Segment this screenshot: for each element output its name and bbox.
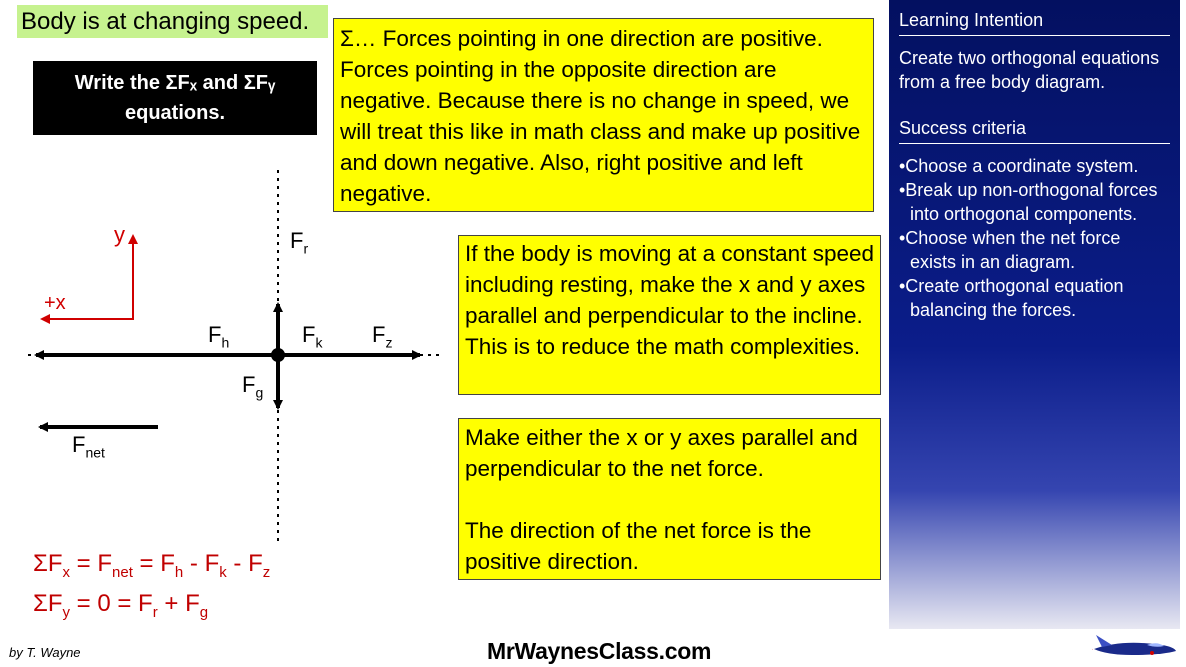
axis-y-label: y [114,222,125,247]
force-label-fk: $F_k$ [302,322,323,351]
body-point [271,348,285,362]
criteria-item: •Choose a coordinate system. [899,156,1139,176]
net-force-note-line2: The direction of the net force is the positive direction. [465,518,812,574]
net-force-note [458,418,881,580]
slide-title: Body is at changing speed. [17,5,328,38]
criteria-item: •Break up non-orthogonal forces into orthogonal components. [899,180,1158,224]
learning-intention-text: Create two orthogonal equations from a free body diagram. [899,48,1160,92]
learning-intention-heading: Learning Intention [899,0,1170,36]
site-name: MrWaynesClass.com [487,638,712,664]
criteria-item: •Choose when the net force exists in an diagram. [899,228,1121,272]
force-label-fh: $F_h$ [208,322,230,351]
criteria-item: •Create orthogonal equation balancing the forces. [899,276,1124,320]
success-criteria-list [899,154,1170,322]
net-force-note-line1: Make either the x or y axes parallel and perpendicular to the net force. [465,425,858,481]
force-label-fz: $F_z$ [372,322,393,351]
sign-convention-note: Σ… Forces pointing in one direction are positive. Forces pointing in the opposite direction are negative. Because there is no change in speed, we will treat this like in math class and make up positive and down negative. Also, right positive and left negative. [333,18,874,212]
axis-x-label: +x [44,292,66,314]
author-byline: by T. Wayne [9,645,81,660]
success-criteria-heading: Success criteria [899,108,1170,144]
sum-fx-equation: $\Sigma F_x = F_{net} = F_h - F_k - F_z$ [33,550,271,581]
constant-speed-note: If the body is moving at a constant speed including resting, make the x and y axes parallel and perpendicular to the incline. This is to reduce the math complexities. [458,235,881,395]
rocket-logo-icon [1092,633,1177,663]
force-label-fg: $F_g$ [242,372,264,401]
force-label-fnet: $F_{net}$ [72,432,105,461]
force-label-fr: $F_r$ [290,228,309,257]
learning-panel [889,0,1180,629]
task-prompt: Write the ΣFₓ and ΣFᵧ equations. [33,61,317,135]
sum-fy-equation: $\Sigma F_y = 0 = F_r + F_g$ [33,590,209,621]
